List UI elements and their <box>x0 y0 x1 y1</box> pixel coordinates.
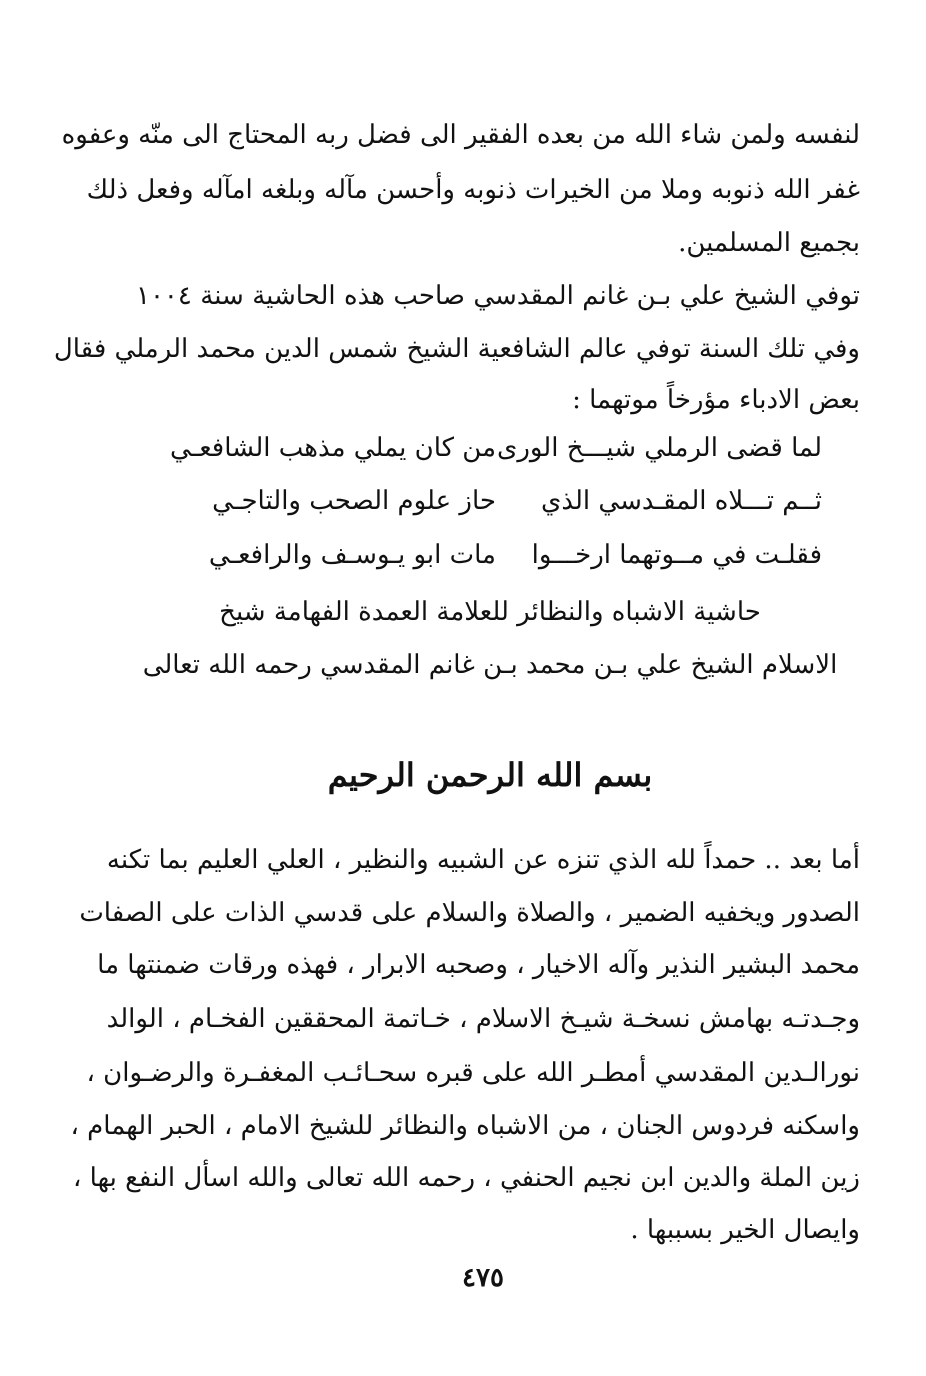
poem-verse-3-second-hemistich: مات ابو يـوسـف والرافعـي <box>208 540 496 570</box>
main-paragraph-line-7: زين الملة والدين ابن نجيم الحنفي ، رحمه الله تعالى والله اسأل النفع بها ، <box>73 1163 860 1193</box>
death-note-line-3: بعض الادباء مؤرخاً موتهما : <box>572 385 860 415</box>
poem-verse-1-second-hemistich: من كان يملي مذهب الشافعـي <box>169 433 496 463</box>
death-note-line-2: وفي تلك السنة توفي عالم الشافعية الشيخ شمس الدين محمد الرملي فقال <box>53 334 860 364</box>
top-paragraph-line-2: غفر الله ذنوبه وملا من الخيرات ذنوبه وأحسن مآله وبلغه امآله وفعل ذلك <box>86 175 860 205</box>
poem-verse-3-first-hemistich: فقلـت في مــوتهما ارخـــوا <box>531 540 822 570</box>
main-paragraph-line-4: وجـدتـه بهامش نسخـة شيـخ الاسلام ، خـاتمة المحققين الفخـام ، الوالد <box>106 1004 860 1034</box>
page-number: ٤٧٥ <box>462 1263 504 1293</box>
death-note-line-1: توفي الشيخ علي بـن غانم المقدسي صاحب هذه الحاشية سنة ١٠٠٤ <box>136 281 860 311</box>
book-title-line-2: الاسلام الشيخ علي بـن محمد بـن غانم المقدسي رحمه الله تعالى <box>142 650 838 680</box>
main-paragraph-line-5: نورالـدين المقدسي أمطـر الله على قبره سحـائـب المغفـرة والرضـوان ، <box>86 1058 860 1088</box>
main-paragraph-line-1: أما بعد .. حمداً لله الذي تنزه عن الشبيه والنظير ، العلي العليم بما تكنه <box>106 845 860 875</box>
main-paragraph-line-8: وايصال الخير بسببها . <box>630 1215 860 1245</box>
top-paragraph-line-3: بجميع المسلمين. <box>678 228 860 258</box>
poem-verse-2-second-hemistich: حاز علوم الصحب والتاجـي <box>212 486 496 516</box>
poem-verse-1-first-hemistich: لما قضى الرملي شيـــخ الورى <box>496 433 822 463</box>
main-paragraph-line-2: الصدور ويخفيه الضمير ، والصلاة والسلام على قدسي الذات على الصفات <box>79 898 860 928</box>
poem-verse-2-first-hemistich: ثــم تـــلاه المقـدسي الذي <box>541 486 822 516</box>
main-paragraph-line-3: محمد البشير النذير وآله الاخيار ، وصحبه الابرار ، فهذه ورقات ضمنتها ما <box>97 950 860 980</box>
main-paragraph-line-6: واسكنه فردوس الجنان ، من الاشباه والنظائر للشيخ الامام ، الحبر الهمام ، <box>70 1111 860 1141</box>
bismillah-heading: بسم الله الرحمن الرحيم <box>327 756 653 794</box>
book-title-line-1: حاشية الاشباه والنظائر للعلامة العمدة الفهامة شيخ <box>219 597 761 627</box>
top-paragraph-line-1: لنفسه ولمن شاء الله من بعده الفقير الى فضل ربه المحتاج الى منّه وعفوه <box>61 120 860 150</box>
